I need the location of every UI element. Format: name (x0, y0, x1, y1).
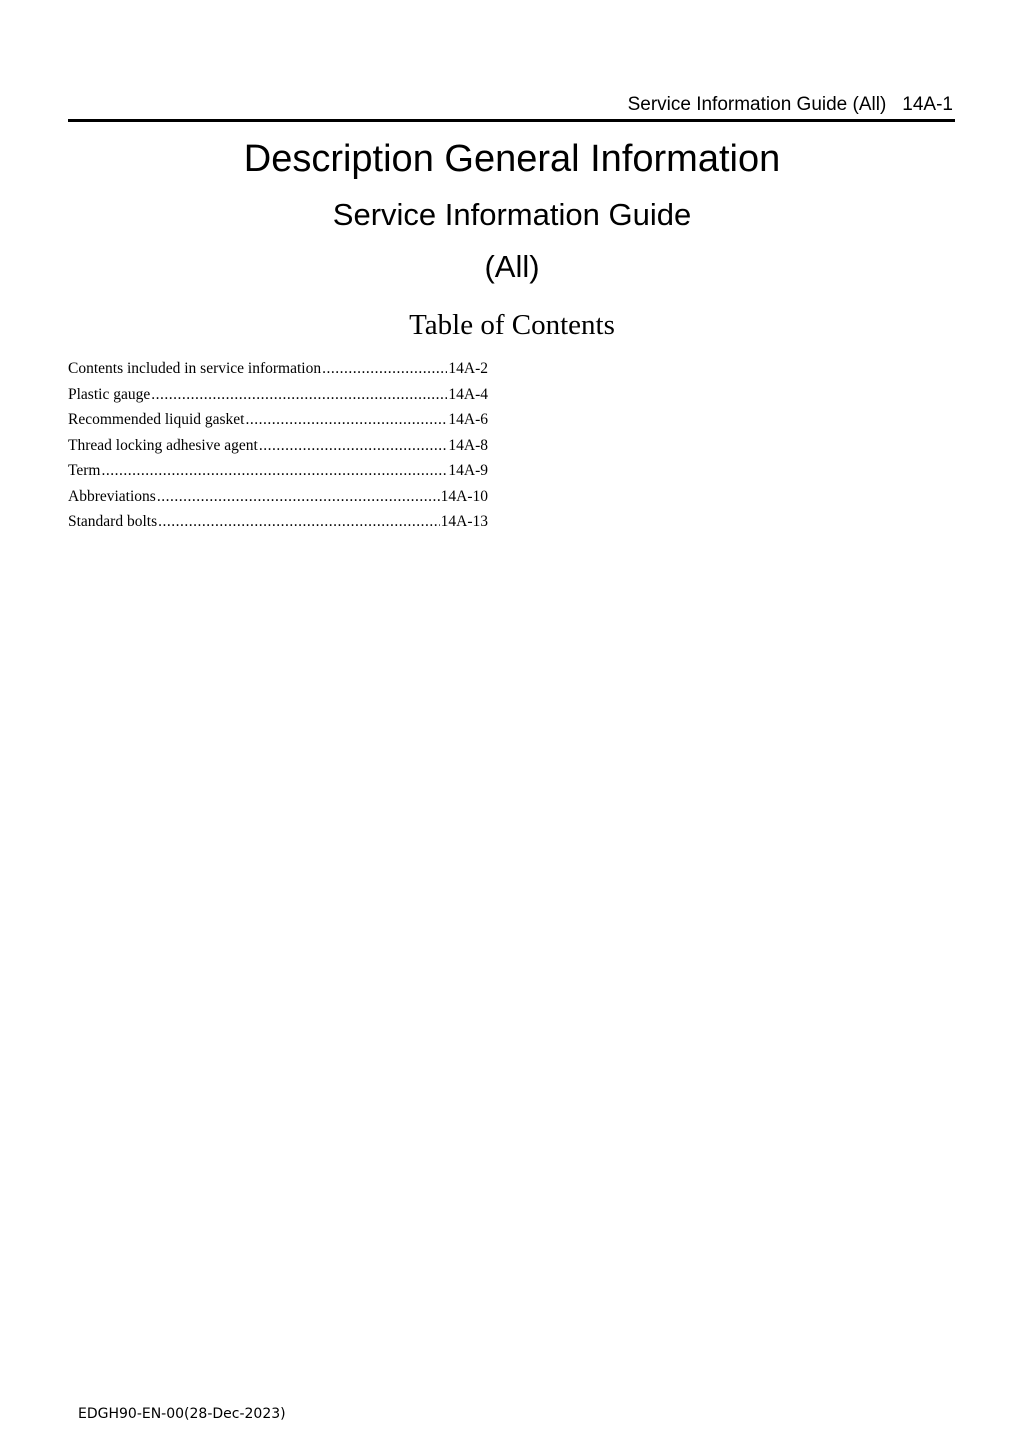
toc-dot-leader (158, 509, 440, 535)
toc-entry-abbreviations[interactable] (68, 484, 488, 510)
table-of-contents (68, 356, 488, 535)
toc-entry-page: 14A-10 (440, 487, 488, 505)
toc-dot-leader (259, 433, 448, 459)
toc-entry-page: 14A-4 (448, 385, 488, 403)
toc-entry-contents-included[interactable] (68, 356, 488, 382)
toc-entry-thread-locking[interactable] (68, 433, 488, 459)
toc-dot-leader (246, 407, 448, 433)
toc-entry-page: 14A-9 (448, 462, 488, 479)
header-title: Service Information Guide (All) (627, 94, 887, 115)
toc-entry-page: 14A-8 (448, 436, 488, 454)
toc-entry-label: Contents included in service information (68, 360, 322, 377)
page-subtitle: Service Information Guide (332, 197, 692, 232)
toc-entry-label: Recommended liquid gasket (68, 411, 245, 428)
toc-entry-page: 14A-2 (448, 360, 488, 377)
toc-entry-plastic-gauge[interactable] (68, 382, 488, 408)
toc-entry-label: Term (68, 462, 101, 479)
toc-dot-leader (322, 356, 447, 382)
toc-entry-term[interactable] (68, 458, 488, 484)
toc-dot-leader (157, 484, 440, 510)
running-header (68, 92, 955, 122)
page-title: Description General Information (243, 138, 781, 180)
toc-entry-page: 14A-6 (448, 411, 488, 428)
toc-entry-label: Abbreviations (68, 487, 156, 505)
page-subtitle-scope: (All) (484, 249, 540, 284)
toc-dot-leader (101, 458, 447, 484)
toc-heading: Table of Contents (409, 309, 615, 341)
toc-entry-page: 14A-13 (440, 513, 488, 530)
toc-entry-label: Plastic gauge (68, 385, 151, 403)
toc-entry-label: Thread locking adhesive agent (68, 436, 258, 454)
toc-entry-standard-bolts[interactable] (68, 509, 488, 535)
footer-document-code: EDGH90-EN-00(28-Dec-2023) (78, 1406, 286, 1422)
header-page-number: 14A-1 (902, 94, 953, 115)
toc-entry-label: Standard bolts (68, 513, 158, 530)
toc-dot-leader (151, 382, 447, 408)
toc-entry-liquid-gasket[interactable] (68, 407, 488, 433)
